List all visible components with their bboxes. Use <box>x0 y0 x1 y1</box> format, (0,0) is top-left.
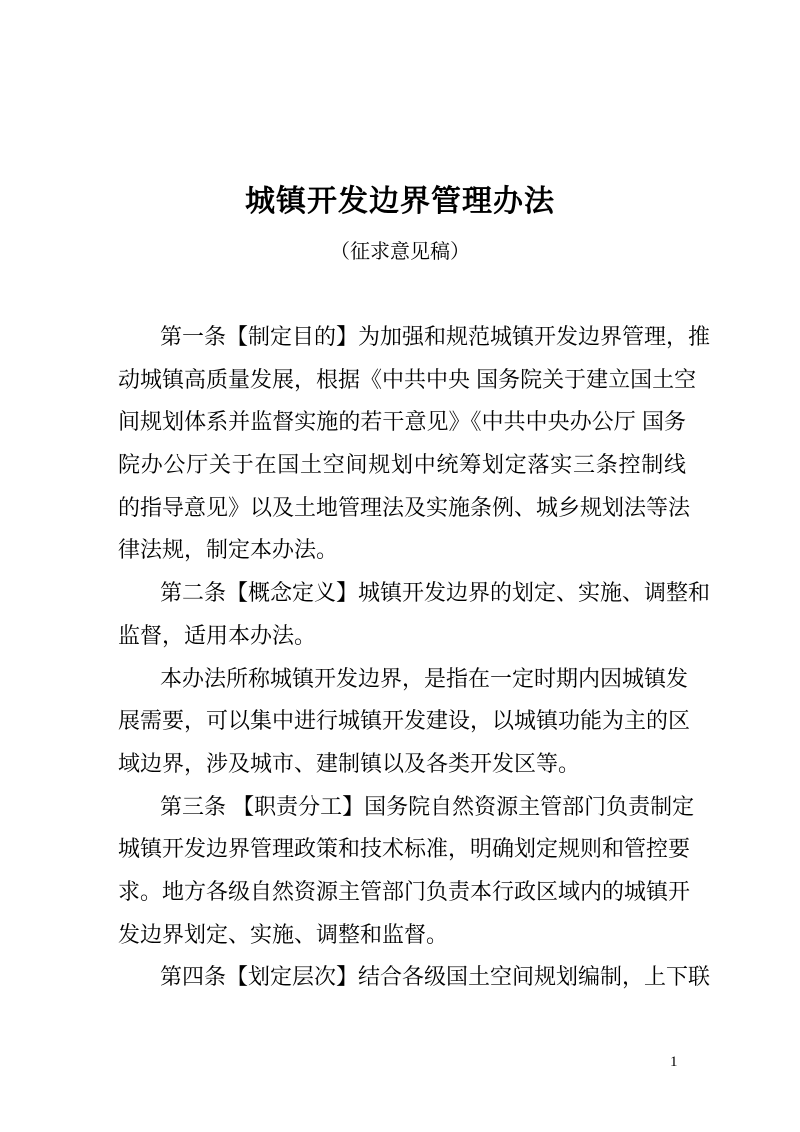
paragraph-line: 第一条【制定目的】为加强和规范城镇开发边界管理，推 <box>160 324 711 349</box>
paragraph-line: 第四条【划定层次】结合各级国土空间规划编制，上下联 <box>160 964 711 990</box>
page-subtitle: （征求意见稿） <box>330 241 470 263</box>
page-number: 1 <box>670 1054 678 1070</box>
page-title: 城镇开发边界管理办法 <box>245 185 555 218</box>
paragraph-line: 求。地方各级自然资源主管部门负责本行政区域内的城镇开 <box>118 878 691 904</box>
document-body <box>118 316 711 999</box>
paragraph-line: 发边界划定、实施、调整和监督。 <box>118 921 449 947</box>
paragraph-line: 展需要，可以集中进行城镇开发建设，以城镇功能为主的区 <box>118 708 691 734</box>
paragraph-line: 院办公厅关于在国土空间规划中统筹划定落实三条控制线 <box>118 452 686 478</box>
paragraph-line: 动城镇高质量发展，根据《中共中央 国务院关于建立国土空 <box>118 366 697 392</box>
paragraph-line: 域边界，涉及城市、建制镇以及各类开发区等。 <box>118 750 581 776</box>
paragraph-line: 的指导意见》以及土地管理法及实施条例、城乡规划法等法 <box>118 494 691 520</box>
paragraph-line: 第三条 【职责分工】国务院自然资源主管部门负责制定 <box>160 793 695 819</box>
paragraph-line: 第二条【概念定义】城镇开发边界的划定、实施、调整和 <box>160 580 711 606</box>
paragraph-line: 本办法所称城镇开发边界，是指在一定时期内因城镇发 <box>160 665 689 691</box>
paragraph-line: 城镇开发边界管理政策和技术标准，明确划定规则和管控要 <box>118 836 691 862</box>
paragraph-line: 间规划体系并监督实施的若干意见》《中共中央办公厅 国务 <box>118 409 686 435</box>
paragraph-line: 律法规，制定本办法。 <box>118 537 339 563</box>
paragraph-line: 监督，适用本办法。 <box>118 622 317 648</box>
